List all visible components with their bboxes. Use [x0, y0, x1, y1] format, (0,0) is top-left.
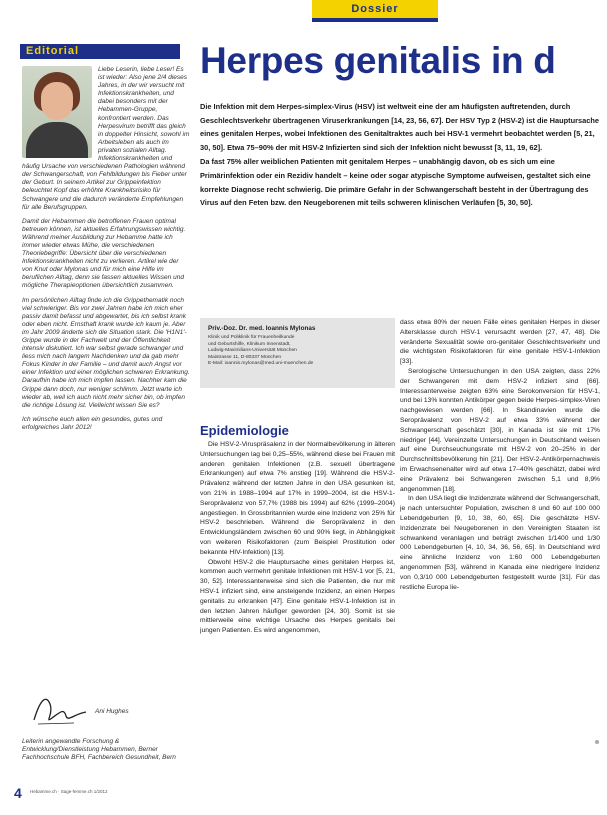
editorial-paragraph: Liebe Leserin, liebe Leser! Es ist wieder: Also jene 2/4 dieses Jahres, in der wir versucht mit Infektionskrankheiten, und dabei besonders mit der Hebammen-Gruppe, konfrontiert werden. Das Herpesvirum betrifft das gleich in doppelter Hinsicht, sowohl im Arbeitsleben als auch im privaten sozialen Alltag. Infektionskrankheiten und häufig Ursache von verschiedenen Pathologien während der Schwangerschaft, von Fehlbildungen bis Fieber unter der Geburt. In seinem Artikel zur Grippeinfektion beleuchtet Kopf das erhöhte Krankheitsrisiko für Schwangere und die dadurch veränderte Empfehlungen für alle Berufsgruppen. [22, 66, 190, 211]
author-portrait [22, 66, 92, 158]
dossier-tag [312, 0, 438, 22]
signature-mark [30, 690, 90, 728]
body-paragraph: Serologische Untersuchungen in den USA zeigten, dass 22% der Schwangeren mit dem HSV-2 infiziert sind [66]. Interessanterweise zeigten 63% eine Serokonversion für HSV-1, und bei 13% konnten Antikörper gegen beide Herpes-simplex-Viren nachgewiesen werden [66]. In Skandinavien wurde die Seroprävalenz von HSV-2 auf etwa 33% während der Schwangerschaft geschätzt [30], in Kanada ist sie mit 17% niedriger [44]. Vereinzelte Untersuchungen in Deutschland weisen auf eine Durchseuchungsrate mit HSV-2 von 20–25% in der Durchschnittsbevölkerung hin [21]. Der HSV-2-Antikörpernachweis im Erwachsenenalter wird auf etwa 17–40% geschätzt, dabei wird eine Prävalenz bei Schwangeren zwischen 5,1 und 8,9% angenommen [18]. [400, 367, 600, 493]
body-paragraph: Obwohl HSV-2 die Hauptursache eines genitalen Herpes ist, kommen auch vermehrt genitale Infektionen mit HSV-1 vor [5, 21, 30, 52]. Interessanterweise sind sich die Patienten, die nur mit HSV-1 infiziert sind, eine ansteigende Inzidenz, an einen Herpes genitalis zu erkranken [47]. Eine genitale HSV-1-Infektion ist in den letzten Jahren häufiger geworden [24, 30]. Somit ist sie mittlerweile eine wichtige Ursache des Herpes genitalis bei jungen Patienten. Es wird angenommen, [200, 558, 395, 635]
body-paragraph: dass etwa 80% der neuen Fälle eines genitalen Herpes in dieser Altersklasse durch HSV-1 verursacht werden [27, 47, 48]. Die veränderte Sexualität sowie oro-genitaler Geschlechtsverkehr und die wichtigsten Risikofaktoren für eine genitale HSV-1-Infektion [33]. [400, 319, 600, 366]
body-column-middle [200, 440, 395, 812]
article-lead [200, 100, 600, 211]
lead-paragraph: Da fast 75% aller weiblichen Patienten mit genitalem Herpes – unabhängig davon, ob es sich um eine Primärinfektion oder ein Rezidiv handelt – keine oder sogar atypische Symptome aufweisen, gestaltet sich eine korrekte Diagnose recht schwierig. Die primäre Gefahr in der Schwangerschaft besteht in der Übertragung des Virus auf den Feten bzw. den Neugeborenen mit teils schweren klinischen Verläufen [5, 30, 50]. [200, 157, 591, 208]
editorial-heading: Editorial [20, 44, 180, 59]
author-email: E-Mail: ioannis.mylonas@med.uni-muenchen.de [208, 361, 314, 367]
signature-name: Ani Hughes [95, 708, 129, 715]
body-column-right [400, 318, 600, 812]
page-edge-mark [595, 740, 599, 744]
body-paragraph: In den USA liegt die Inzidenzrate während der Schwangerschaft, je nach untersuchter Population, zwischen 8 und 60 auf 100 000 Lebendgeburten [9, 10, 38, 60, 65]. Die geschätzte HSV-Inzidenzrate bei Neugeborenen in den Vereinigten Staaten ist schwankend veranlagen und beträgt zwischen 1/1400 und 1/30 000 Lebendgeburten [4, 10, 34, 36, 56, 65]. In Deutschland wird eine ähnliche Inzidenz von 1:60 000 Lebendgeburten angenommen [53], während in Kanada eine niedrigere Inzidenz von 0,3/10 000 Lebendgeburten festgestellt wurde [31]. Für das restliche Europa lie- [400, 495, 600, 591]
page-number: 4 [14, 785, 22, 801]
author-line: Klinik und Poliklinik für Frauenheilkunde [208, 335, 295, 340]
editorial-column [22, 66, 190, 756]
author-line: und Geburtshilfe, Klinikum Innenstadt, [208, 341, 291, 347]
lead-paragraph: Die Infektion mit dem Herpes-simplex-Virus (HSV) ist weltweit eine der am häufigsten auftretenden, durch Geschlechtsverkehr übertragenen Viruserkrankungen [14, 23, 56, 67]. Der HSV Typ 2 (HSV-2) ist die Hauptursache eines genitalen Herpes, wobei Infektionen des Genitaltraktes auch bei HSV-1 vermehrt beobachtet werden [5, 21, 30, 50]. Etwa 75–90% der mit HSV-2 Infizierten sind sich der Infektion nicht bewusst [3, 11, 19, 62]. [200, 102, 599, 152]
editorial-paragraph: Ich wünsche euch allen ein gesundes, gutes und erfolgreiches Jahr 2012! [22, 415, 163, 431]
signature-role: Leiterin angewandte Forschung & Entwicklung/Dienstleistung Hebammen, Berner Fachhochschule BFH, Fachbereich Gesundheit, Bern [22, 738, 176, 762]
dossier-label: Dossier [351, 3, 399, 15]
author-line: Maistrasse 11, D-80337 München [208, 354, 282, 360]
author-name: Priv.-Doz. Dr. med. Ioannis Mylonas [208, 325, 316, 332]
editorial-paragraph: Im persönlichen Alltag finde ich die Grippethematik noch viel schwieriger. Bis vor zwei Jahren habe ich mich eher passiv damit befasst und abgewartet, bis ich selbst krank oder eben nicht. Ernsthaft krank wurde ich kaum je. Aber im Jahr 2009 änderte sich die Situation stark. Die 'H1N1'-Grippe wurde in der Fachwelt und der Öffentlichkeit intensiv diskutiert. Ich war selbst gerade schwanger und liess mich nach langem Nachdenken und da gab mehr Fokus Kinder in der Familie – und damit auch Angst vor einer Infektion und einer möglichen schweren Erkrankung. Daraufhin habe ich mich impfen lassen. Nachher kam die Grippe dann doch, nur weniger schlimm. Jetzt warte ich wieder ab, weil ich auch nicht mehr sicher bin, ob impfen die richtige Lösung ist. Vielleicht wissen Sie es? [22, 296, 190, 409]
journal-line: Hebamme.ch · Sage-femme.ch 1/2012 [30, 789, 108, 794]
author-line: Ludwig-Maximilians-Universität München [208, 348, 297, 354]
article-title: Herpes genitalis in d [200, 40, 556, 81]
body-paragraph: Die HSV-2-Viruspräsalenz in der Normalbevölkerung in älteren Untersuchungen lag bei 0,25–55%, während diese bei Frauen mit anderen genitalen Infektionen (z.B. sexuell übertragene Erkrankungen) auf etwa 7% anstieg [19]. Während die HSV-2-Prävalenz während der letzten Jahre in den USA gesunken ist, von 21% in 1988–1994 auf 17% in 1999–2004, ist die HSV-1-Seroprävalenz von 57,7% (1988 bis 1994) auf 62% (1999–2004) angestiegen. In Grossbritannien wurde eine Inzidenz von 25% für HSV-2 beschrieben. Während die Seroprävalenz in den Entwicklungsländern zwischen 60 und 90% liegt, in Abhängigkeit von weiteren Risikofaktoren (zum Beispiel Prostitution oder bekannte HIV-Infektion) [13]. [200, 441, 395, 556]
section-heading: Epidemiologie [200, 423, 289, 438]
editorial-paragraph: Damit der Hebammen die betroffenen Frauen optimal betreuen können, ist aktuelles Erfahrungswissen wichtig. Während meiner Ausbildung zur Hebamme hatte ich immer wieder etwas Mühe, die verschiedenen Theoriebegriffe: Übersicht über die verschiedenen Infektionskrankheiten nicht zu verlieren. Artikel wie der von Knut oder Mylonas und für mich eine Hilfe im beruflichen Alltag, denn sie fassen aktuelles Wissen und mögliche Therapieoptionen übersichtlich zusammen. [22, 217, 186, 290]
author-box [200, 318, 395, 388]
